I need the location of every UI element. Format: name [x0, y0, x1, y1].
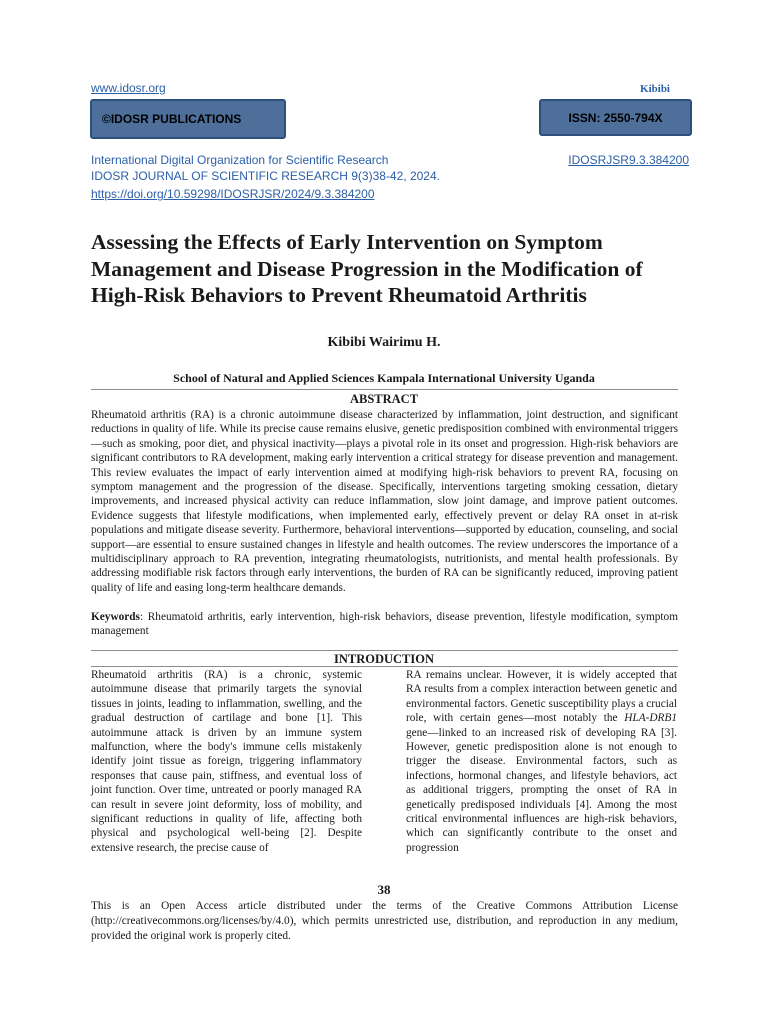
organization-name: International Digital Organization for Scientific Research — [91, 153, 389, 167]
running-author: Kibibi — [640, 83, 670, 95]
article-id-link[interactable]: IDOSRJSR9.3.384200 — [568, 153, 689, 167]
issn-label: ISSN: 2550-794X — [568, 110, 663, 125]
introduction-bottom-divider — [91, 666, 678, 667]
keywords-label: Keywords — [91, 611, 140, 623]
license-notice: This is an Open Access article distributed under the terms of the Creative Commons Attribution License (http://creativecommons.org/licenses/by/4.0), which permits unrestricted use, distribution, and reproduction in any medium, provided the original work is properly cited. — [91, 900, 678, 942]
introduction-top-divider — [91, 650, 678, 651]
journal-citation: IDOSR JOURNAL OF SCIENTIFIC RESEARCH 9(3)38-42, 2024. — [91, 169, 440, 183]
paper-title: Assessing the Effects of Early Intervention on Symptom Management and Disease Progression in the Modification of High-Risk Behaviors to Prevent Rheumatoid Arthritis — [91, 230, 643, 307]
abstract-top-divider — [91, 389, 678, 390]
right-column-text-b: gene—linked to an increased risk of developing RA [3]. However, genetic predisposition alone is not enough to trigger the disease. Environmental factors, such as infections, hormonal changes, and lifestyle behaviors, act as additional triggers, prompting the onset of RA in genetically predisposed individuals [4]. Among the most critical environmental influences are high-risk behaviors, which can significantly contribute to the onset and progression — [406, 726, 677, 854]
introduction-left-column: Rheumatoid arthritis (RA) is a chronic, systemic autoimmune disease that primarily targets the synovial tissues in joints, leading to inflammation, swelling, and the gradual destruction of cartilage and bone [1]. This autoimmune attack is driven by an immune system malfunction, where the body's immune cells mistakenly identify joint tissue as foreign, triggering inflammatory responses that cause pain, stiffness, and eventual loss of joint function. Over time, untreated or poorly managed RA can result in severe joint deformity, loss of mobility, and significant reductions in quality of life, affecting both physical and psychological well-being [2]. Despite extensive research, the precise cause of — [91, 669, 362, 854]
keywords-list: : Rheumatoid arthritis, early intervention, high-risk behaviors, disease prevention, lifestyle modification, symptom management — [91, 611, 678, 638]
paper-author: Kibibi Wairimu H. — [327, 335, 441, 350]
abstract-text: Rheumatoid arthritis (RA) is a chronic autoimmune disease characterized by inflammation, joint destruction, and significant reductions in quality of life. While its precise cause remains elusive, genetic predisposition combined with environmental triggers—such as smoking, poor diet, and physical inactivity—plays a pivotal role in its onset and progression. High-risk behaviors are significant contributors to RA development, making early intervention a critical strategy for disease prevention and management. This review evaluates the impact of early intervention aimed at modifying high-risk behaviors to prevent RA, focusing on symptom management and the progression of the disease. Specifically, interventions targeting smoking cessation, dietary improvements, and increased physical activity can reduce inflammation, slow joint damage, and improve patient outcomes. Evidence suggests that lifestyle modifications, when implemented early, effectively prevent or delay RA onset in at-risk populations and mitigate disease severity. Furthermore, behavioral interventions—supported by education, counseling, and social support—are essential to ensure sustained changes in lifestyle and health outcomes. The review underscores the importance of a multidisciplinary approach to RA prevention, integrating rheumatologists, nutritionists, and mental health professionals. By addressing modifiable risk factors through early interventions, the burden of RA can be significantly reduced, improving patient quality of life and easing long-term healthcare demands. — [91, 409, 678, 594]
introduction-right-column — [406, 668, 677, 855]
keywords-paragraph — [91, 610, 678, 639]
introduction-heading: INTRODUCTION — [333, 652, 434, 666]
publisher-label: ©IDOSR PUBLICATIONS — [102, 112, 242, 126]
page-number: 38 — [377, 882, 391, 897]
author-affiliation: School of Natural and Applied Sciences Kampala International University Uganda — [173, 371, 595, 385]
abstract-heading: ABSTRACT — [349, 392, 419, 406]
gene-name: HLA-DRB1 — [624, 712, 677, 725]
right-column-text-a: RA remains unclear. However, it is widely accepted that RA results from a complex interaction between genetic and environmental factors. Genetic susceptibility plays a crucial role, with certain genes—most notably the — [406, 669, 677, 725]
doi-link[interactable]: https://doi.org/10.59298/IDOSRJSR/2024/9.3.384200 — [91, 187, 375, 201]
site-url-link[interactable]: www.idosr.org — [91, 81, 166, 95]
publisher-box — [90, 99, 286, 139]
issn-box — [539, 99, 692, 136]
